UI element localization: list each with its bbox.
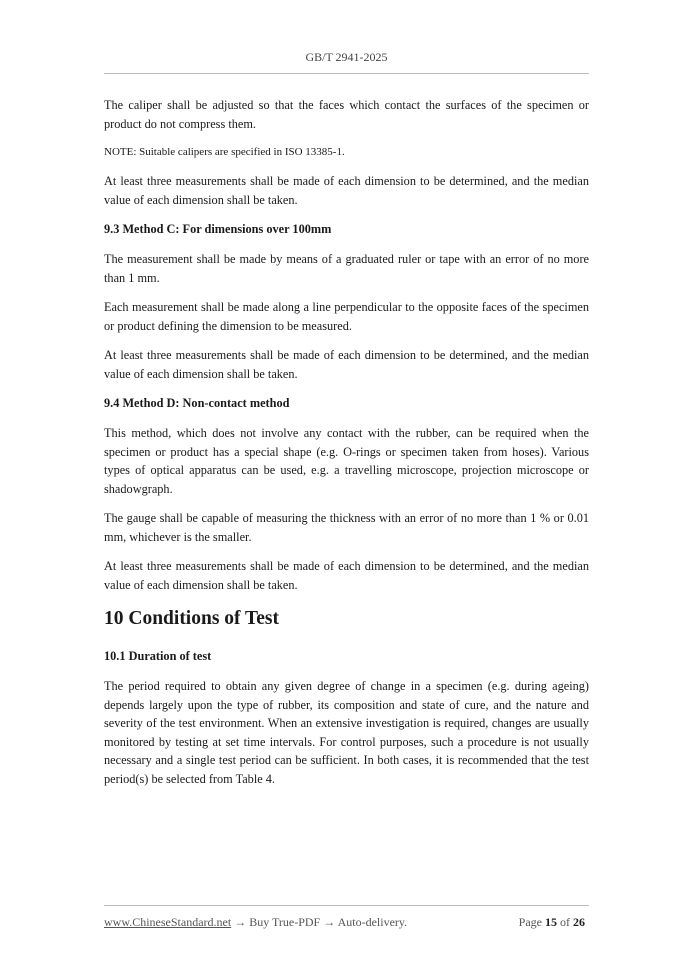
paragraph-non-contact-method: This method, which does not involve any contact with the rubber, can be required when the specimen or product has a special shape (e.g. O-rings or specimen taken from hoses). Various types of optical apparatus can be used, e.g. a travelling microscope, projection microscope or shadowgraph.	[104, 426, 589, 496]
page-label: Page	[518, 915, 542, 929]
heading-10-1: 10.1 Duration of test	[104, 649, 212, 663]
total-pages-number: 26	[573, 915, 585, 929]
heading-9-3: 9.3 Method C: For dimensions over 100mm	[104, 222, 332, 236]
standard-code: GB/T 2941-2025	[305, 50, 388, 64]
footer-divider	[104, 905, 589, 906]
paragraph-perpendicular-line: Each measurement shall be made along a line perpendicular to the opposite faces of the specimen or product defining the dimension to be measured.	[104, 300, 589, 333]
paragraph-median-measurement-3: At least three measurements shall be made of each dimension to be determined, and the median value of each dimension shall be taken.	[104, 559, 589, 592]
arrow-right-icon: →	[323, 915, 336, 929]
paragraph-duration-of-test: The period required to obtain any given degree of change in a specimen (e.g. during ageing) depends largely upon the type of rubber, its composition and state of cure, and the nature and severity of the test environment. When an extensive investigation is required, changes are usually monitored by testing at set time intervals. For control purposes, such a procedure is not usually necessary and a single test period can be sufficient. In both cases, it is recommended that the test period(s) be selected from Table 4.	[104, 679, 589, 786]
footer-website-link[interactable]: www.ChineseStandard.net	[104, 915, 232, 929]
arrow-right-icon: →	[234, 915, 247, 929]
page-footer	[104, 915, 589, 930]
paragraph-median-measurement-2: At least three measurements shall be made of each dimension to be determined, and the median value of each dimension shall be taken.	[104, 348, 589, 381]
current-page-number: 15	[545, 915, 557, 929]
paragraph-gauge-capability: The gauge shall be capable of measuring the thickness with an error of no more than 1 % or 0.01 mm, whichever is the smaller.	[104, 511, 589, 544]
page-header	[0, 50, 693, 65]
heading-10: 10 Conditions of Test	[104, 608, 280, 629]
paragraph-median-measurement-1: At least three measurements shall be made of each dimension to be determined, and the median value of each dimension shall be taken.	[104, 174, 589, 207]
header-divider	[104, 73, 589, 74]
heading-9-4: 9.4 Method D: Non-contact method	[104, 396, 290, 410]
footer-delivery-text: Auto-delivery.	[337, 915, 408, 929]
paragraph-graduated-ruler: The measurement shall be made by means of a graduated ruler or tape with an error of no more than 1 mm.	[104, 252, 589, 285]
paragraph-caliper-adjustment: The caliper shall be adjusted so that the faces which contact the surfaces of the specimen or product do not compress them.	[104, 98, 589, 131]
of-label: of	[560, 915, 570, 929]
page-indicator	[519, 915, 585, 930]
note-calipers: NOTE: Suitable calipers are specified in ISO 13385-1.	[104, 146, 345, 158]
footer-buy-text: Buy True-PDF	[249, 915, 321, 929]
page-content	[104, 96, 589, 799]
